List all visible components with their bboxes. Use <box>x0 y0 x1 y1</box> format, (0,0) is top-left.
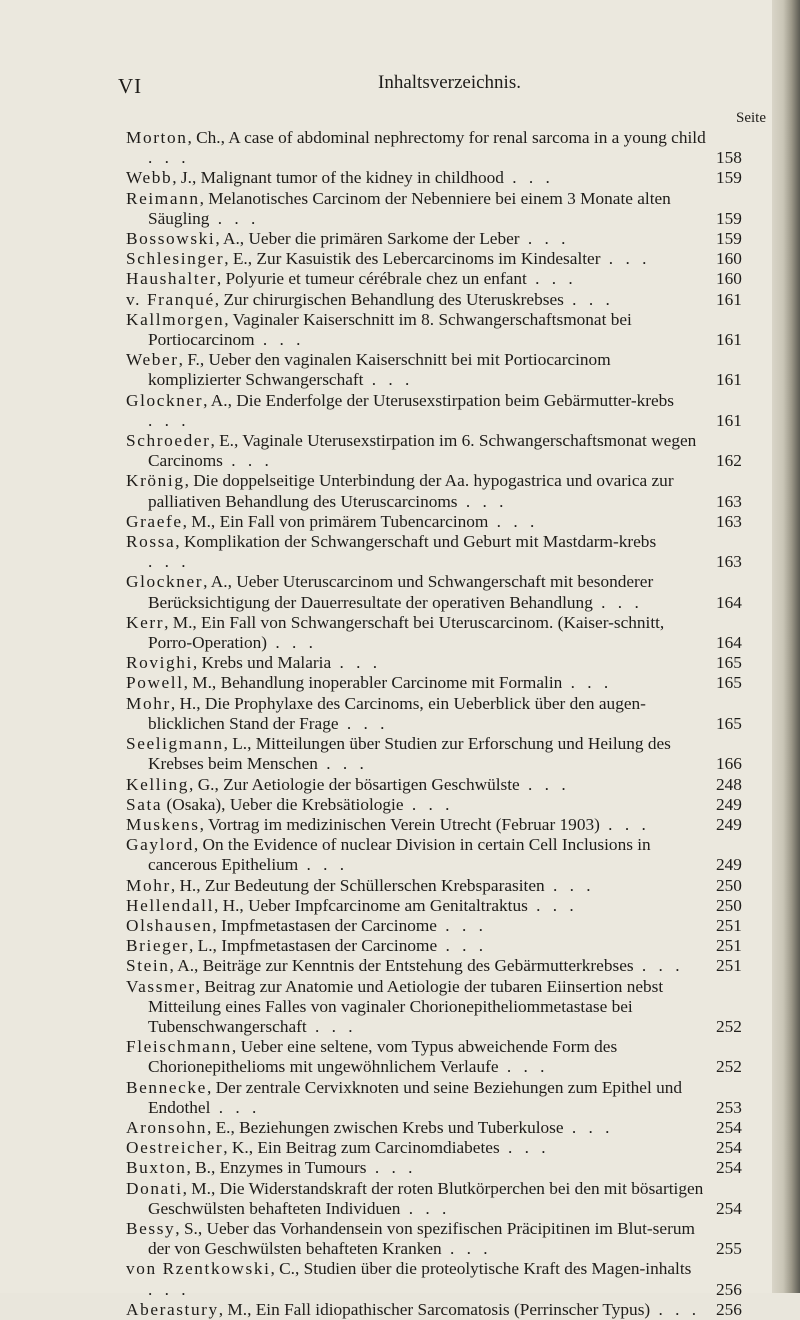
toc-author: Buxton <box>126 1158 187 1178</box>
toc-author: Weber <box>126 350 179 370</box>
dot-leader: . . . <box>499 1138 550 1158</box>
toc-entry <box>126 1158 742 1178</box>
toc-title: , Krebs und Malaria <box>192 653 332 673</box>
toc-author: v. Franqué <box>126 289 215 309</box>
toc-author: Rossa <box>126 532 176 552</box>
toc-entry <box>126 875 742 896</box>
toc-title: , Die doppelseitige Unterbindung der Aa. hypogastrica und ovarica zur palliativen Behandlung des Uteruscarcinoms <box>148 471 674 511</box>
toc-entry <box>126 269 742 289</box>
toc-title: , Ueber eine seltene, vom Typus abweichende Form des Chorionepithelioms mit ungewöhnlichem Verlaufe <box>148 1037 618 1077</box>
toc-title: , S., Ueber das Vorhandensein von spezifischen Präcipitinen im Blut-serum der von Geschwülsten behafteten Kranken <box>148 1218 695 1259</box>
toc-title: , C., Studien über die proteolytische Kraft des Magen-inhalts <box>270 1259 692 1279</box>
toc-title: , J., Malignant tumor of the kidney in childhood <box>172 168 504 188</box>
toc-entry <box>126 915 742 936</box>
toc-entry <box>126 168 742 188</box>
dot-leader: . . . <box>600 249 651 269</box>
toc-author: Kerr <box>126 612 165 632</box>
toc-title: (Osaka), Ueber die Krebsätiologie <box>162 794 404 814</box>
toc-page-number: 252 <box>716 1016 742 1036</box>
toc-entry <box>126 976 742 1038</box>
toc-entry <box>126 1037 742 1077</box>
toc-page-number: 159 <box>716 229 742 249</box>
toc-author: Bennecke <box>126 1077 207 1097</box>
toc-page-number: 251 <box>716 915 742 935</box>
toc-page-number: 166 <box>716 754 742 774</box>
toc-page-number: 250 <box>716 875 742 895</box>
toc-entry <box>126 1178 742 1219</box>
dot-leader: . . . <box>498 1057 549 1077</box>
toc-title: , H., Zur Bedeutung der Schüllerschen Krebsparasiten <box>170 875 545 895</box>
dot-leader: . . . <box>563 1117 614 1137</box>
toc-title: , E., Vaginale Uterusexstirpation im 6. Schwangerschaftsmonat wegen Carcinoms <box>148 431 697 471</box>
toc-author: Sata <box>126 794 163 814</box>
toc-entry <box>126 774 742 795</box>
toc-page-number: 254 <box>716 1198 742 1218</box>
toc-entry <box>126 814 742 835</box>
toc-entry <box>126 612 742 653</box>
toc-author: Muskens <box>126 814 200 834</box>
toc-title: , E., Zur Kasuistik des Lebercarcinoms im Kindesalter <box>224 249 601 269</box>
toc-page-number: 249 <box>716 855 742 875</box>
book-spine-edge <box>772 0 800 1293</box>
toc-author: Gaylord <box>126 835 194 855</box>
toc-title: , E., Beziehungen zwischen Krebs und Tuberkulose <box>206 1117 564 1137</box>
toc-page-number: 159 <box>716 168 742 188</box>
dot-leader: . . . <box>599 814 650 834</box>
toc-page-number: 163 <box>716 491 742 511</box>
toc-entry <box>126 1077 742 1118</box>
dot-leader: . . . <box>148 552 190 572</box>
toc-page-number: 254 <box>716 1158 742 1178</box>
toc-title: , F., Ueber den vaginalen Kaiserschnitt bei mit Portiocarcinom komplizierter Schwangerschaft <box>148 350 611 390</box>
toc-entry <box>126 1259 742 1299</box>
toc-title: , Polyurie et tumeur cérébrale chez un enfant <box>216 269 527 289</box>
dot-leader: . . . <box>209 208 260 228</box>
dot-leader: . . . <box>403 794 454 814</box>
dot-leader: . . . <box>366 1158 417 1178</box>
dot-leader: . . . <box>210 1097 261 1117</box>
toc-title: , Melanotisches Carcinom der Nebenniere bei einem 3 Monate alten Säugling <box>148 188 671 228</box>
toc-author: Donati <box>126 1178 183 1198</box>
toc-entry <box>126 572 742 612</box>
running-title: Inhaltsverzeichnis. <box>378 72 521 93</box>
toc-title: , Zur chirurgischen Behandlung des Uteruskrebses <box>214 289 564 309</box>
toc-author: Graefe <box>126 511 183 531</box>
toc-title: , A., Ueber Uteruscarcinom und Schwangerschaft mit besonderer Berücksichtigung der Dauerresultate der operativen Behandlung <box>148 572 654 612</box>
toc-entry <box>126 936 742 956</box>
toc-author: Krönig <box>126 471 185 491</box>
toc-page-number: 255 <box>716 1239 742 1259</box>
toc-page-number: 249 <box>716 814 742 834</box>
dot-leader: . . . <box>306 1016 357 1036</box>
page-column-label: Seite <box>736 110 766 126</box>
dot-leader: . . . <box>400 1198 451 1218</box>
toc-entry <box>126 895 742 916</box>
toc-page-number: 256 <box>716 1299 742 1319</box>
dot-leader: . . . <box>457 491 508 511</box>
toc-title: , K., Ein Beitrag zum Carcinomdiabetes <box>223 1138 500 1158</box>
toc-entry <box>126 511 742 532</box>
toc-entry <box>126 956 742 976</box>
toc-page-number: 252 <box>716 1057 742 1077</box>
toc-author: Seeligmann <box>126 734 224 754</box>
toc-entry <box>126 1299 742 1320</box>
toc-title: , L., Impfmetastasen der Carcinome <box>189 936 438 956</box>
toc-author: Fleischmann <box>126 1037 232 1057</box>
toc-entry <box>126 653 742 673</box>
toc-author: Mohr <box>126 875 171 895</box>
toc-page-number: 254 <box>716 1138 742 1158</box>
dot-leader: . . . <box>527 895 578 915</box>
toc-author: Rovighi <box>126 653 193 673</box>
running-header <box>0 72 800 102</box>
toc-author: Kelling <box>126 774 190 794</box>
toc-page-number: 254 <box>716 1117 742 1137</box>
toc-author: Vassmer <box>126 976 196 996</box>
toc-entry <box>126 249 742 269</box>
toc-entry <box>126 1117 742 1138</box>
toc-page-number: 161 <box>716 370 742 390</box>
toc-title: , Komplikation der Schwangerschaft und Geburt mit Mastdarm-krebs <box>175 532 657 552</box>
toc-page-number: 251 <box>716 936 742 956</box>
toc-page-number: 165 <box>716 713 742 733</box>
toc-page-number: 160 <box>716 249 742 269</box>
dot-leader: . . . <box>148 1279 190 1299</box>
toc-author: von Rzentkowski <box>126 1259 271 1279</box>
toc-entry <box>126 734 742 774</box>
toc-author: Schroeder <box>126 431 211 451</box>
dot-leader: . . . <box>338 713 389 733</box>
dot-leader: . . . <box>254 330 305 350</box>
toc-author: Glockner <box>126 390 204 410</box>
toc-author: Bossowski <box>126 229 216 249</box>
dot-leader: . . . <box>526 269 577 289</box>
toc-author: Bessy <box>126 1218 176 1238</box>
toc-page-number: 158 <box>716 148 742 168</box>
toc-title: , A., Die Enderfolge der Uterusexstirpation beim Gebärmutter-krebs <box>203 390 675 410</box>
dot-leader: . . . <box>222 451 273 471</box>
toc-author: Mohr <box>126 693 171 713</box>
toc-page-number: 163 <box>716 552 742 572</box>
dot-leader: . . . <box>592 592 643 612</box>
toc-entry <box>126 1218 742 1259</box>
toc-author: Brieger <box>126 936 190 956</box>
toc-title: , Der zentrale Cervixknoten und seine Beziehungen zum Epithel und Endothel <box>148 1077 683 1117</box>
toc-page-number: 161 <box>716 330 742 350</box>
toc-page-number: 256 <box>716 1279 742 1299</box>
toc-entry <box>126 431 742 471</box>
toc-author: Stein <box>126 956 170 976</box>
dot-leader: . . . <box>519 229 570 249</box>
toc-entry <box>126 673 742 693</box>
dot-leader: . . . <box>331 653 382 673</box>
dot-leader: . . . <box>148 148 190 168</box>
dot-leader: . . . <box>298 855 349 875</box>
toc-entry <box>126 289 742 310</box>
toc-page-number: 159 <box>716 208 742 228</box>
dot-leader: . . . <box>503 168 554 188</box>
toc-entry <box>126 188 742 229</box>
toc-entry <box>126 1138 742 1158</box>
toc-author: Aberastury <box>126 1299 219 1319</box>
toc-title: , M., Ein Fall von primärem Tubencarcinom <box>182 511 489 531</box>
toc-page-number: 161 <box>716 289 742 309</box>
toc-title: , Ch., A case of abdominal nephrectomy for renal sarcoma in a young child <box>187 128 706 147</box>
toc-author: Glockner <box>126 572 204 592</box>
dot-leader: . . . <box>650 1299 701 1319</box>
toc-title: , On the Evidence of nuclear Division in certain Cell Inclusions in cancerous Epithelium <box>148 835 651 875</box>
toc-author: Aronsohn <box>126 1117 207 1137</box>
toc-author: Webb <box>126 168 173 188</box>
toc-author: Kallmorgen <box>126 309 225 329</box>
dot-leader: . . . <box>436 915 487 935</box>
toc-author: Reimann <box>126 188 200 208</box>
dot-leader: . . . <box>488 511 539 531</box>
toc-title: , A., Beiträge zur Kenntnis der Entstehung des Gebärmutterkrebses <box>169 956 634 976</box>
toc-page-number: 251 <box>716 956 742 976</box>
toc-entry <box>126 390 742 431</box>
dot-leader: . . . <box>519 774 570 794</box>
toc-page-number: 248 <box>716 774 742 794</box>
dot-leader: . . . <box>317 754 368 774</box>
toc-title: , Beitrag zur Anatomie und Aetiologie der tubaren Eiinsertion nebst Mitteilung eines Falles von vaginaler Chorionepitheliommetastase bei Tubenschwangerschaft <box>148 976 664 1036</box>
dot-leader: . . . <box>148 410 190 430</box>
toc-page-number: 162 <box>716 451 742 471</box>
toc-title: , A., Ueber die primären Sarkome der Leber <box>215 229 520 249</box>
dot-leader: . . . <box>633 956 684 976</box>
toc-title: , H., Ueber Impfcarcinome am Genitaltraktus <box>213 895 528 915</box>
toc-page-number: 250 <box>716 895 742 915</box>
toc-page-number: 163 <box>716 511 742 531</box>
toc-entry <box>126 471 742 511</box>
toc-title: , M., Ein Fall von Schwangerschaft bei Uteruscarcinom. (Kaiser-schnitt, Porro-Operation) <box>148 612 665 653</box>
toc-page-number: 253 <box>716 1097 742 1117</box>
toc-entry <box>126 693 742 734</box>
toc-entry <box>126 128 742 168</box>
toc-entry <box>126 532 742 572</box>
toc-author: Powell <box>126 673 184 693</box>
toc-page-number: 160 <box>716 269 742 289</box>
toc-author: Morton <box>126 128 188 147</box>
toc-author: Oestreicher <box>126 1138 224 1158</box>
toc-title: , Vaginaler Kaiserschnitt im 8. Schwangerschaftsmonat bei Portiocarcinom <box>148 309 632 350</box>
dot-leader: . . . <box>363 370 414 390</box>
dot-leader: . . . <box>544 875 595 895</box>
toc-entry <box>126 309 742 350</box>
dot-leader: . . . <box>267 633 317 653</box>
toc-page-number: 165 <box>716 673 742 693</box>
toc-title: , Impfmetastasen der Carcinome <box>212 915 437 935</box>
toc-title: , Vortrag im medizinischen Verein Utrecht (Februar 1903) <box>199 814 600 834</box>
toc-title: , M., Ein Fall idiopathischer Sarcomatosis (Perrinscher Typus) <box>218 1299 651 1319</box>
toc-author: Olshausen <box>126 915 213 935</box>
toc-title: , M., Behandlung inoperabler Carcinome mit Formalin <box>183 673 563 693</box>
toc-entry <box>126 835 742 875</box>
toc-title: , H., Die Prophylaxe des Carcinoms, ein Ueberblick über den augen-blicklichen Stand der Frage <box>148 693 646 733</box>
toc-page-number: 164 <box>716 633 742 653</box>
dot-leader: . . . <box>562 673 613 693</box>
toc-title: , G., Zur Aetiologie der bösartigen Geschwülste <box>189 774 520 794</box>
table-of-contents <box>118 128 742 1320</box>
toc-entry <box>126 229 742 249</box>
dot-leader: . . . <box>441 1239 492 1259</box>
page-number: VI <box>118 74 143 98</box>
toc-entry <box>126 794 742 815</box>
toc-author: Hellendall <box>126 895 214 915</box>
toc-title: , L., Mitteilungen über Studien zur Erforschung und Heilung des Krebses beim Menschen <box>148 734 671 774</box>
toc-entry <box>126 350 742 390</box>
dot-leader: . . . <box>563 289 614 309</box>
toc-page-number: 249 <box>716 794 742 814</box>
toc-page-number: 165 <box>716 653 742 673</box>
toc-page-number: 164 <box>716 592 742 612</box>
toc-page-number: 161 <box>716 410 742 430</box>
toc-author: Haushalter <box>126 269 217 289</box>
dot-leader: . . . <box>437 936 488 956</box>
toc-author: Schlesinger <box>126 249 225 269</box>
toc-title: , M., Die Widerstandskraft der roten Blutkörperchen bei den mit bösartigen Geschwülsten behafteten Individuen <box>148 1178 704 1218</box>
toc-title: , B., Enzymes in Tumours <box>186 1158 367 1178</box>
